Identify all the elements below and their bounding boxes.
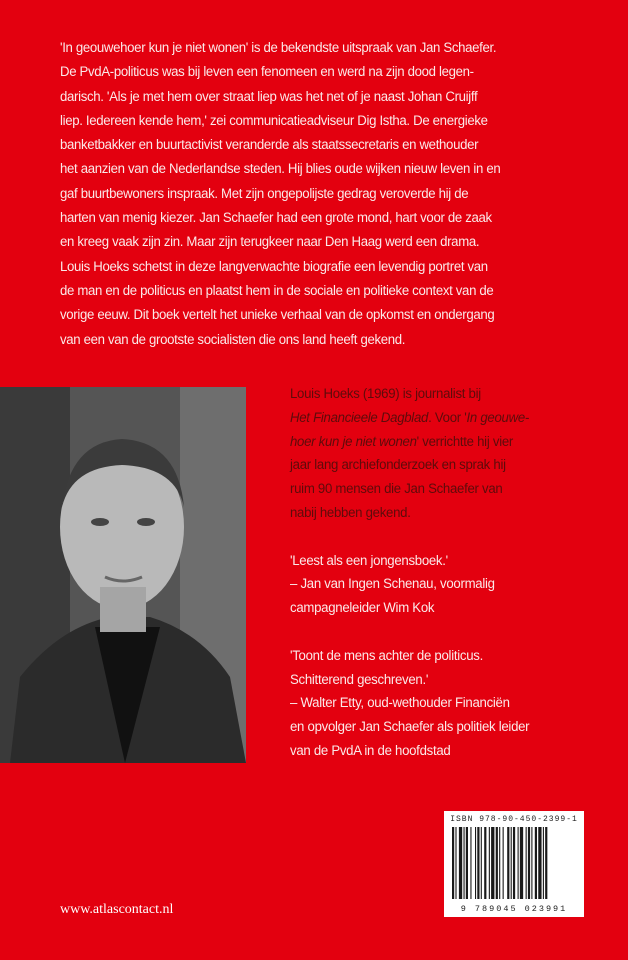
barcode-bar (526, 827, 527, 899)
barcode-bar (528, 827, 530, 899)
author-bio (290, 383, 588, 526)
barcode-bar (535, 827, 537, 899)
quote-line: 'Leest als een jongensboek.' (290, 552, 448, 569)
isbn-barcode (444, 811, 584, 917)
barcode-bar (511, 827, 512, 899)
barcode-bar (543, 827, 544, 899)
barcode-bar (545, 827, 547, 899)
right-column (290, 383, 588, 764)
barcode-bar (518, 827, 519, 899)
blurb-line: banketbakker en buurtactivist veranderde als staatssecretaris en wethouder (60, 137, 479, 154)
blurb-line: de man en de politicus en plaatst hem in de sociale en politieke context van de (60, 282, 494, 299)
barcode-bar (475, 827, 476, 899)
newspaper-title: Het Financieele Dagblad (290, 409, 429, 426)
barcode-digits: 9 789045 023991 (460, 904, 568, 914)
quote-line: en opvolger Jan Schaefer als politiek leider (290, 719, 530, 736)
bio-line (290, 431, 588, 455)
barcode-bar (496, 827, 498, 899)
bio-text: . Voor ' (428, 409, 467, 426)
blurb-line: 'In geouwehoer kun je niet wonen' is de bekendste uitspraak van Jan Schaefer. (60, 40, 497, 56)
blurb-line: harten van menig kiezer. Jan Schaefer had een grote mond, hart voor de zaak (60, 210, 492, 227)
blurb-line: darisch. 'Als je met hem over straat liep was het net of je naast Johan Cruijff (60, 88, 478, 105)
barcode-bar (520, 827, 523, 899)
barcode-bars (452, 827, 576, 899)
barcode-bar (499, 827, 500, 899)
quote-line: 'Toont de mens achter de politicus. (290, 647, 483, 664)
blurb-line: en kreeg vaak zijn zin. Maar zijn terugkeer naar Den Haag werd een drama. (60, 234, 480, 251)
publisher-website: www.atlascontact.nl (60, 902, 174, 917)
barcode-bar (491, 827, 494, 899)
isbn-label: ISBN 978-90-450-2399-1 (450, 815, 578, 824)
barcode-bar (466, 827, 468, 899)
barcode-bar (507, 827, 509, 899)
bio-line: Louis Hoeks (1969) is journalist bij (290, 386, 481, 402)
barcode-bar (484, 827, 486, 899)
quote-line: – Jan van Ingen Schenau, voormalig (290, 576, 495, 593)
review-quote (290, 645, 588, 764)
bio-line: jaar lang archiefonderzoek en sprak hij (290, 457, 506, 474)
quote-line: Schitterend geschreven.' (290, 671, 429, 688)
barcode-bar (452, 827, 454, 899)
barcode-bar (459, 827, 462, 899)
barcode-bar (489, 827, 490, 899)
author-photo (0, 387, 246, 763)
blurb-line: vorige eeuw. Dit boek vertelt het unieke verhaal van de opkomst en ondergang (60, 307, 495, 324)
book-title: In geouwe- (466, 409, 530, 426)
blurb-line: De PvdA-politicus was bij leven een fenomeen en werd na zijn dood legen- (60, 64, 474, 81)
bio-line: nabij hebben gekend. (290, 504, 411, 521)
blurb-line: het aanzien van de Nederlandse steden. Hij blies oude wijken nieuw leven in en (60, 161, 501, 178)
blurb-line: gaf buurtbewoners inspraak. Met zijn ongepolijste gedrag veroverde hij de (60, 185, 469, 202)
review-quote (290, 550, 588, 621)
blurb-line: van een van de grootste socialisten die ons land heeft gekend. (60, 331, 406, 348)
bio-line (290, 407, 588, 431)
barcode-bar (464, 827, 465, 899)
barcode-bar (481, 827, 482, 899)
barcode-bar (470, 827, 471, 899)
barcode-bar (531, 827, 532, 899)
quote-line: – Walter Etty, oud-wethouder Financiën (290, 695, 510, 712)
back-cover-blurb (60, 36, 581, 352)
barcode-bar (513, 827, 515, 899)
blurb-line: liep. Iedereen kende hem,' zei communicatieadviseur Dig Istha. De energieke (60, 112, 488, 129)
bio-line: ruim 90 mensen die Jan Schaefer van (290, 481, 503, 498)
barcode-bar (455, 827, 456, 899)
bio-text: ' verrichtte hij vier (416, 433, 514, 450)
book-title: hoer kun je niet wonen (290, 433, 417, 450)
barcode-bar (503, 827, 504, 899)
quote-line: campagneleider Wim Kok (290, 600, 435, 617)
quote-line: van de PvdA in de hoofdstad (290, 742, 451, 759)
blurb-line: Louis Hoeks schetst in deze langverwachte biografie een levendig portret van (60, 258, 488, 275)
barcode-bar (538, 827, 541, 899)
barcode-bar (477, 827, 479, 899)
